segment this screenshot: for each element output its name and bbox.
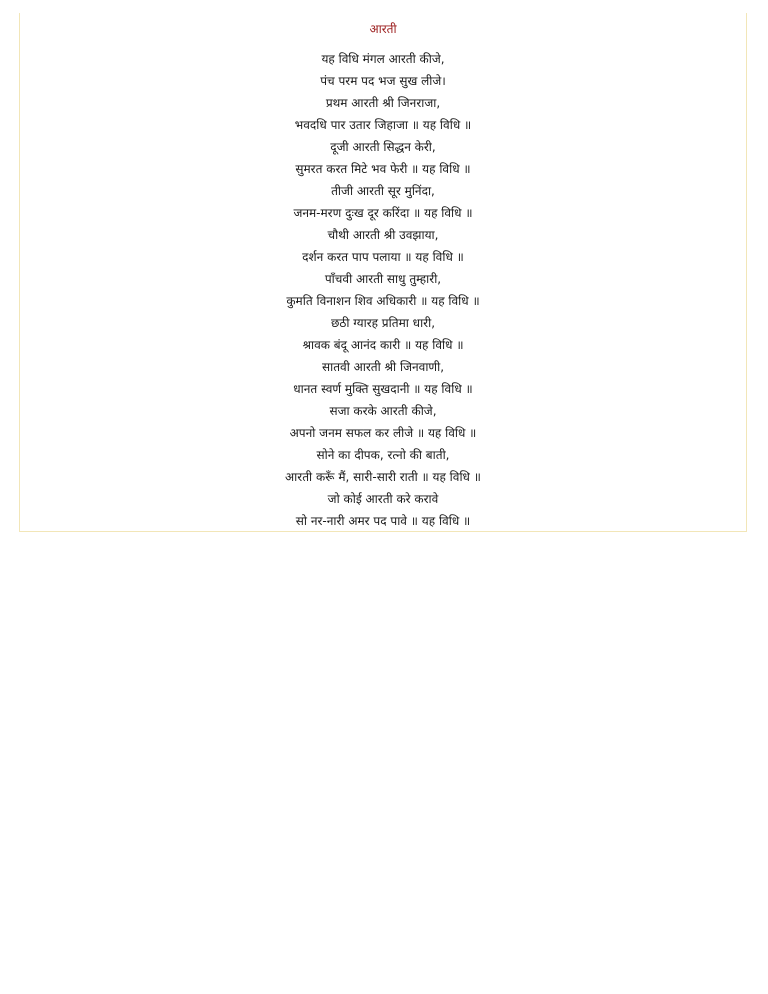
verse-line: पाँचवी आरती साधु तुम्हारी, xyxy=(324,272,442,286)
verse-line: भवदधि पार उतार जिहाजा ॥ यह विधि ॥ xyxy=(294,118,472,132)
verse-line: तीजी आरती सूर मुनिंदा, xyxy=(331,184,435,198)
verse-line: आरती करूँ मैं, सारी-सारी राती ॥ यह विधि ॥ xyxy=(285,470,481,484)
verse-line: प्रथम आरती श्री जिनराजा, xyxy=(325,96,441,110)
page-title: आरती xyxy=(369,22,397,36)
verse-line: दूजी आरती सिद्धन केरी, xyxy=(330,140,436,154)
verse-line: छठी ग्यारह प्रतिमा धारी, xyxy=(330,316,436,330)
verse-line: यह विधि मंगल आरती कीजे, xyxy=(321,52,445,66)
verse-line: श्रावक बंदू आनंद कारी ॥ यह विधि ॥ xyxy=(302,338,464,352)
verse-line: सजा करके आरती कीजे, xyxy=(329,404,437,418)
verse-line: सुमरत करत मिटे भव फेरी ॥ यह विधि ॥ xyxy=(295,162,471,176)
verse-line: अपनो जनम सफल कर लीजे ॥ यह विधि ॥ xyxy=(289,426,477,440)
verse-line: धानत स्वर्ण मुक्ति सुखदानी ॥ यह विधि ॥ xyxy=(293,382,473,396)
verse-line: दर्शन करत पाप पलाया ॥ यह विधि ॥ xyxy=(302,250,464,264)
verse-line: चौथी आरती श्री उवझाया, xyxy=(327,228,439,242)
verse-line: जनम-मरण दुःख दूर करिंदा ॥ यह विधि ॥ xyxy=(293,206,473,220)
verse-line: जो कोई आरती करे करावे xyxy=(327,492,439,506)
verse-line: सोने का दीपक, रत्नो की बाती, xyxy=(316,448,450,462)
verse-line: सो नर-नारी अमर पद पावे ॥ यह विधि ॥ xyxy=(295,514,471,528)
verse-list xyxy=(20,48,746,532)
verse-line: सातवी आरती श्री जिनवाणी, xyxy=(321,360,445,374)
verse-line: पंच परम पद भज सुख लीजे। xyxy=(320,74,446,88)
verse-line: कुमति विनाशन शिव अधिकारी ॥ यह विधि ॥ xyxy=(286,294,480,308)
document-page xyxy=(19,13,747,532)
